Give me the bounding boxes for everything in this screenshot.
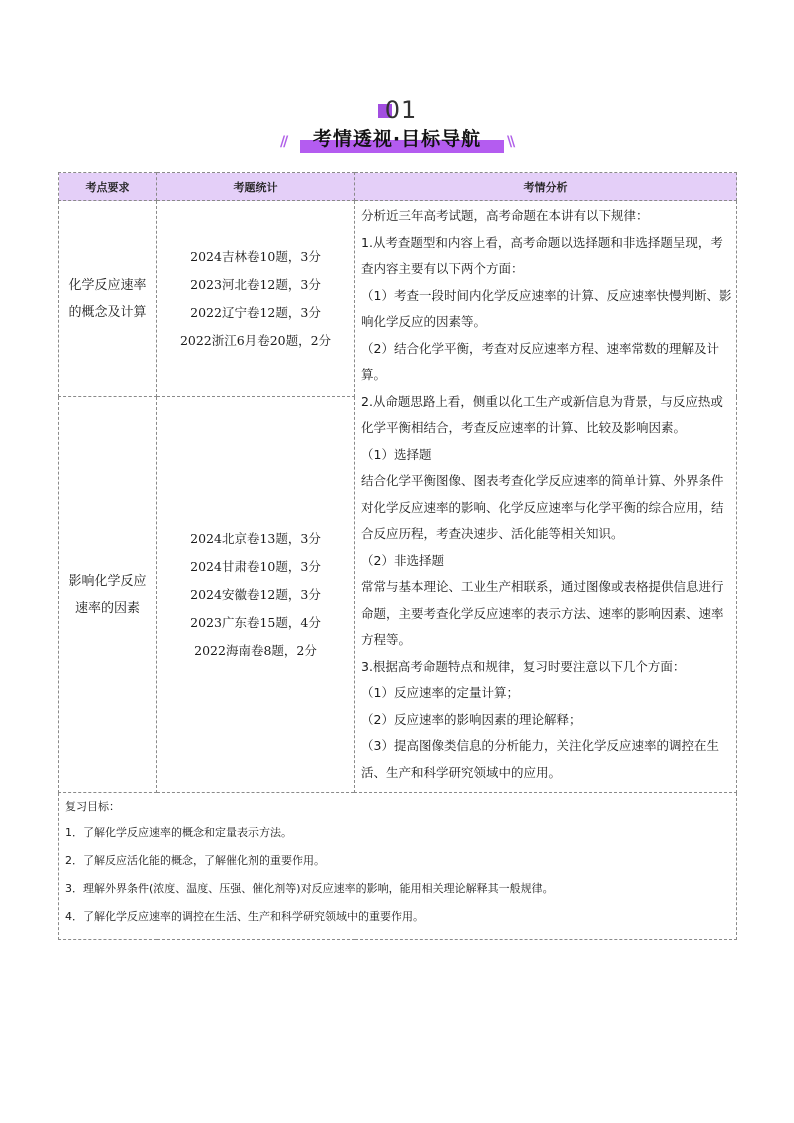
statistics-cell: 2024吉林卷10题，3分 2023河北卷12题，3分 2022辽宁卷12题，3分 2022浙江6月卷20题，2分 [157,201,355,397]
goals-row [59,793,737,940]
requirement-cell: 化学反应速率 的概念及计算 [59,201,157,397]
goal-item: 4．了解化学反应速率的调控在生活、生产和科学研究领域中的重要作用。 [65,910,424,923]
section-number: 01 [384,96,418,124]
review-goals-cell [59,793,737,940]
table-header-row [59,173,737,201]
left-slash-decoration: // [280,134,287,150]
exam-analysis-table [58,172,737,940]
goal-item: 2．了解反应活化能的概念，了解催化剂的重要作用。 [65,854,325,867]
right-slash-decoration: \\ [507,134,514,150]
goal-item: 3．理解外界条件(浓度、温度、压强、催化剂等)对反应速率的影响，能用相关理论解释其一般规律。 [65,882,554,895]
statistics-cell: 2024北京卷13题，3分 2024甘肃卷10题，3分 2024安徽卷12题，3分 2023广东卷15题，4分 2022海南卷8题，2分 [157,397,355,793]
header-analysis: 考情分析 [355,173,737,201]
header-requirement: 考点要求 [59,173,157,201]
analysis-cell: 分析近三年高考试题，高考命题在本讲有以下规律： 1.从考查题型和内容上看，高考命题以选择题和非选择题呈现，考查内容主要有以下两个方面： （1）考查一段时间内化学反应速率的计算、反应速率快慢判断、影响化学反应的因素等。 （2）结合化学平衡，考查对反应速率方程、速率常数的理解及计算。 2.从命题思路上看，侧重以化工生产或新信息为背景，与反应热或化学平衡相结合，考查反应速率的计算、比较及影响因素。 （1）选择题 结合化学平衡图像、图表考查化学反应速率的简单计算、外界条件对化学反应速率的影响、化学反应速率与化学平衡的综合应用，结合反应历程，考查决速步、活化能等相关知识。 （2）非选择题 常常与基本理论、工业生产相联系，通过图像或表格提供信息进行命题，主要考查化学反应速率的表示方法、速率的影响因素、速率方程等。 3.根据高考命题特点和规律，复习时要注意以下几个方面： （1）反应速率的定量计算； （2）反应速率的影响因素的理论解释； （3）提高图像类信息的分析能力，关注化学反应速率的调控在生活、生产和科学研究领域中的应用。 [355,201,737,793]
goal-item: 1．了解化学反应速率的概念和定量表示方法。 [65,826,292,839]
section-header [0,96,794,158]
requirement-cell: 影响化学反应 速率的因素 [59,397,157,793]
table-row [59,201,737,397]
section-title: 考情透视·目标导航 [312,128,482,150]
goals-title: 复习目标： [65,800,120,813]
header-statistics: 考题统计 [157,173,355,201]
